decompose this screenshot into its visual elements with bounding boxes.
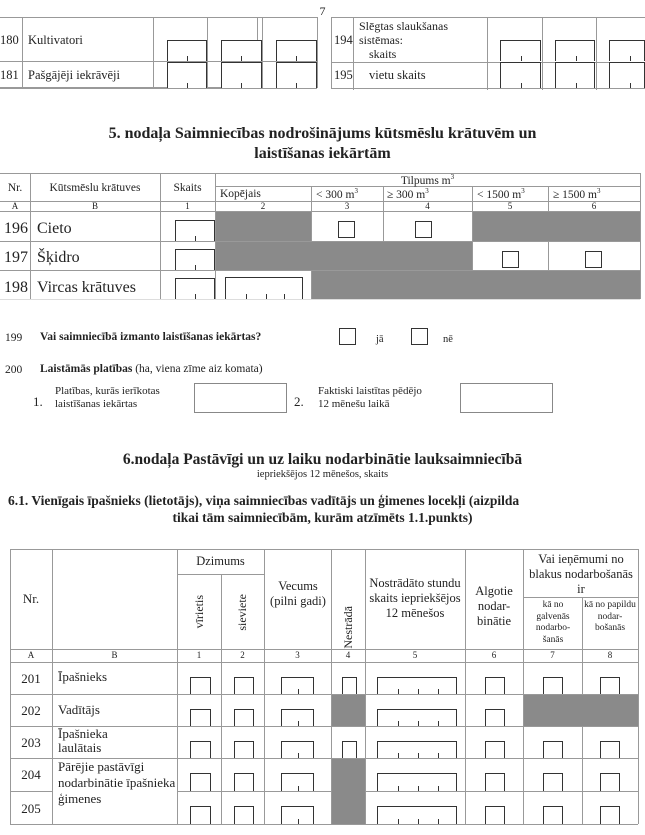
- header-not-working: Nestrādā: [340, 606, 355, 649]
- section61-title-line2: tikai tām saimniecībām, kurām atzīmēts 1.1.punkts): [172, 510, 473, 525]
- age-input[interactable]: [281, 741, 314, 758]
- checkbox-ge1500-skidro[interactable]: [585, 251, 602, 268]
- q199-number: 199: [5, 332, 23, 344]
- employed-input[interactable]: [485, 709, 505, 726]
- disabled-cell: [332, 759, 365, 824]
- row-number: 198: [4, 279, 28, 296]
- irrigated-area-input[interactable]: [460, 383, 553, 413]
- disabled-cell: [332, 695, 365, 726]
- digit-separator: [438, 786, 439, 791]
- not-working-input[interactable]: [342, 741, 357, 758]
- disabled-cell: [216, 242, 472, 270]
- digit-separator: [298, 786, 299, 791]
- section5-title-line2: laistīšanas iekārtām: [254, 145, 391, 162]
- count-input[interactable]: [175, 278, 215, 299]
- code-cell: 1: [196, 650, 202, 660]
- header-age: Vecums (pilni gadi): [270, 579, 326, 608]
- not-working-input[interactable]: [342, 677, 357, 694]
- age-input[interactable]: [281, 806, 314, 824]
- digit-separator: [418, 721, 419, 726]
- hours-input[interactable]: [377, 806, 457, 824]
- item1-label-2: laistīšanas iekārtas: [55, 398, 138, 410]
- male-input[interactable]: [190, 806, 211, 824]
- top-left-table: [0, 17, 258, 88]
- header-ge300: [387, 187, 429, 201]
- input-box[interactable]: [221, 62, 262, 88]
- input-box[interactable]: [276, 62, 317, 88]
- row-label: Vircas krātuves: [37, 279, 136, 296]
- section6-table: [0, 549, 645, 824]
- female-input[interactable]: [234, 773, 254, 791]
- top-right-table: [331, 17, 645, 89]
- row-label: sistēmas:: [359, 33, 403, 47]
- code-cell: A: [11, 201, 19, 211]
- digit-separator: [398, 819, 399, 824]
- header-storage: Kūtsmēslu krātuves: [49, 182, 141, 194]
- code-cell: 5: [412, 650, 418, 660]
- code-cell: 2: [240, 650, 245, 660]
- age-input[interactable]: [281, 773, 314, 791]
- row-number: 180: [0, 33, 19, 47]
- disabled-cell: [216, 212, 311, 241]
- digit-separator: [298, 721, 299, 726]
- sup: 3: [450, 173, 455, 181]
- header-ge1500: [553, 187, 601, 201]
- input-box[interactable]: [500, 62, 541, 88]
- row-label: Īpašnieks: [58, 669, 108, 684]
- digit-separator: [298, 689, 299, 694]
- row-number: 195: [334, 68, 353, 82]
- row-label: vietu skaits: [369, 68, 426, 82]
- male-input[interactable]: [190, 773, 211, 791]
- digit-separator: [398, 753, 399, 758]
- section6-subtitle: iepriekšējos 12 mēnešos, skaits: [256, 469, 389, 480]
- checkbox-ge300-cieto[interactable]: [415, 221, 432, 238]
- digit-separator: [438, 689, 439, 694]
- page-number: 7: [319, 4, 326, 18]
- header-female: sieviete: [235, 593, 249, 631]
- code-cell: 6: [591, 201, 597, 211]
- text: < 1500 m: [477, 188, 522, 201]
- disabled-cell: [312, 271, 640, 299]
- total-volume-input[interactable]: [225, 277, 303, 299]
- code-cell: 6: [491, 650, 497, 660]
- sup: 3: [354, 187, 358, 195]
- input-box[interactable]: [167, 40, 207, 61]
- input-box[interactable]: [500, 40, 541, 61]
- row-number: 181: [0, 68, 19, 82]
- text: < 300 m: [316, 188, 355, 201]
- code-cell: B: [111, 650, 118, 660]
- female-input[interactable]: [234, 709, 254, 726]
- digit-separator: [298, 753, 299, 758]
- code-cell: 8: [607, 650, 613, 660]
- header-gender: Dzimums: [196, 554, 245, 568]
- input-box[interactable]: [609, 62, 645, 88]
- disabled-cell: [524, 695, 638, 726]
- digit-separator: [418, 819, 419, 824]
- count-input[interactable]: [175, 249, 215, 270]
- irrigation-equipped-area-input[interactable]: [194, 383, 287, 413]
- row-label: Kultivatori: [28, 33, 83, 47]
- row-number: 203: [21, 735, 41, 750]
- title-rest: (ha, viena zīme aiz komata): [132, 363, 263, 375]
- income-main-input[interactable]: [543, 773, 563, 791]
- hours-input[interactable]: [377, 709, 457, 726]
- section5-title-line1: 5. nodaļa Saimniecības nodrošinājums kūtsmēslu krātuvēm un: [108, 125, 537, 142]
- row-label: skaits: [369, 47, 397, 61]
- female-input[interactable]: [234, 806, 254, 824]
- age-input[interactable]: [281, 677, 314, 694]
- no-label: nē: [443, 334, 453, 345]
- input-box[interactable]: [221, 40, 262, 61]
- male-input[interactable]: [190, 741, 211, 758]
- title-bold: Laistāmās platības: [40, 363, 133, 375]
- income-extra-input[interactable]: [600, 741, 620, 758]
- text: ≥ 1500 m: [553, 188, 598, 201]
- header-lt300: [316, 187, 358, 201]
- header-income-extra: kā no papildu nodar-bošanās: [584, 600, 636, 633]
- digit-separator: [438, 753, 439, 758]
- input-box[interactable]: [555, 62, 595, 88]
- income-main-input[interactable]: [543, 677, 563, 694]
- row-label: Cieto: [37, 220, 72, 237]
- income-main-input[interactable]: [543, 806, 563, 824]
- input-box[interactable]: [609, 40, 645, 61]
- code-cell: 2: [260, 201, 266, 211]
- hours-input[interactable]: [377, 741, 457, 758]
- male-input[interactable]: [190, 677, 211, 694]
- code-cell: 3: [344, 201, 350, 211]
- header-total: Kopējais: [220, 188, 261, 200]
- digit-separator: [418, 786, 419, 791]
- q199-question: Vai saimniecībā izmanto laistīšanas iekārtas?: [40, 331, 262, 343]
- checkbox-lt300-cieto[interactable]: [338, 221, 355, 238]
- code-cell: 4: [345, 650, 351, 660]
- input-box[interactable]: [167, 62, 207, 88]
- header-nr: Nr.: [22, 591, 40, 606]
- row-label: Pārējie pastāvīgi nodarbinātie īpašnieka ģimenes: [58, 759, 176, 806]
- item2-label-2: 12 mēnešu laikā: [318, 398, 390, 410]
- header-income-main: kā no galvenās nodarbo-šanās: [535, 600, 571, 645]
- header-hours: Nostrādāto stundu skaits iepriekšējos 12 mēnešos: [369, 576, 461, 620]
- employed-input[interactable]: [485, 741, 505, 758]
- item1-label-1: Platības, kurās ierīkotas: [55, 385, 160, 397]
- digit-separator: [418, 689, 419, 694]
- item1-number: 1.: [33, 394, 43, 409]
- hours-input[interactable]: [377, 773, 457, 791]
- q200-title: [40, 363, 263, 375]
- header-lt1500: [477, 187, 525, 201]
- disabled-cell: [473, 212, 640, 241]
- checkbox-yes[interactable]: [339, 328, 356, 345]
- digit-separator: [398, 721, 399, 726]
- code-cell: 7: [550, 650, 555, 660]
- row-label: Slēgtas slaukšanas: [359, 19, 448, 33]
- male-input[interactable]: [190, 709, 211, 726]
- header-male: vīrietis: [191, 595, 206, 629]
- row-number: 196: [4, 220, 28, 237]
- row-number: 204: [21, 767, 41, 782]
- table-row: [0, 62, 258, 89]
- section61-title-line1: 6.1. Vienīgais īpašnieks (lietotājs), viņa saimniecības vadītājs un ģimenes locekļi (aizpilda: [8, 493, 520, 508]
- digit-separator: [398, 689, 399, 694]
- header-volume: [215, 173, 640, 187]
- header-employed: Algotie nodar-binātie: [475, 584, 513, 628]
- row-number: 194: [334, 33, 353, 47]
- row-label: Vadītājs: [58, 702, 100, 717]
- code-cell: 1: [185, 201, 190, 211]
- digit-separator: [438, 819, 439, 824]
- row-number: 202: [21, 703, 41, 718]
- row-number: 197: [4, 249, 28, 266]
- hours-input[interactable]: [377, 677, 457, 694]
- header-count: Skaits: [173, 182, 202, 194]
- digit-separator: [438, 721, 439, 726]
- item2-number: 2.: [294, 394, 304, 409]
- checkbox-no[interactable]: [411, 328, 428, 345]
- employed-input[interactable]: [485, 773, 505, 791]
- q200-number: 200: [5, 364, 23, 376]
- sup: 3: [521, 187, 525, 195]
- checkbox-lt1500-skidro[interactable]: [502, 251, 519, 268]
- income-extra-input[interactable]: [600, 773, 620, 791]
- age-input[interactable]: [281, 709, 314, 726]
- header-income: Vai ieņēmumi no blakus nodarbošanās ir: [529, 552, 633, 596]
- code-cell: 5: [507, 201, 513, 211]
- code-cell: A: [27, 650, 35, 660]
- header-volume-text: Tilpums m: [400, 174, 451, 187]
- header-nr: Nr.: [7, 182, 23, 194]
- sup: 3: [425, 187, 429, 195]
- employed-input[interactable]: [485, 806, 505, 824]
- row-label: Šķidro: [37, 249, 80, 266]
- code-cell: 4: [425, 201, 430, 211]
- input-box[interactable]: [276, 40, 317, 61]
- female-input[interactable]: [234, 741, 254, 758]
- text: ≥ 300 m: [387, 188, 426, 201]
- row-label: Īpašnieka laulātais: [58, 726, 108, 755]
- employed-input[interactable]: [485, 677, 505, 694]
- digit-separator: [298, 819, 299, 824]
- input-box[interactable]: [555, 40, 595, 61]
- income-extra-input[interactable]: [600, 806, 620, 824]
- count-input[interactable]: [175, 220, 215, 241]
- income-extra-input[interactable]: [600, 677, 620, 694]
- row-number: 205: [21, 801, 41, 816]
- section5-table: [0, 173, 645, 309]
- income-main-input[interactable]: [543, 741, 563, 758]
- female-input[interactable]: [234, 677, 254, 694]
- sup: 3: [597, 187, 601, 195]
- code-cell: 3: [295, 650, 300, 660]
- section6-title: 6.nodaļa Pastāvīgi un uz laiku nodarbinātie lauksaimniecībā: [122, 451, 523, 468]
- row-label: Pašgājēji iekrāvēji: [28, 68, 120, 82]
- digit-separator: [418, 753, 419, 758]
- yes-label: jā: [376, 334, 384, 345]
- item2-label-1: Faktiski laistītas pēdējo: [318, 385, 422, 397]
- digit-separator: [398, 786, 399, 791]
- row-number: 201: [21, 671, 41, 686]
- table-row: [0, 18, 258, 62]
- code-cell: B: [91, 201, 98, 211]
